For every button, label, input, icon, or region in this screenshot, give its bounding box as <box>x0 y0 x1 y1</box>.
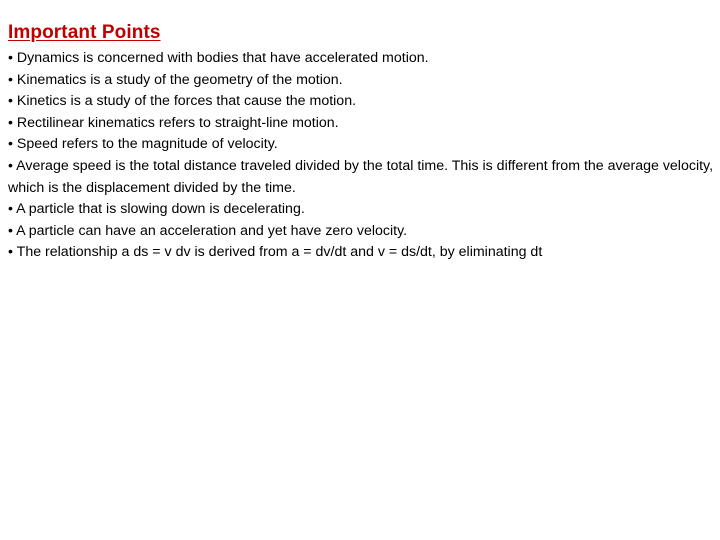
bullet-list <box>8 48 714 264</box>
bullet-point <box>8 113 714 135</box>
bullet-icon: • <box>8 244 13 261</box>
bullet-text: Dynamics is concerned with bodies that have accelerated motion. <box>16 50 429 66</box>
bullet-point <box>8 199 714 221</box>
bullet-icon: • <box>8 93 13 110</box>
bullet-text: A particle that is slowing down is decelerating. <box>16 201 305 218</box>
bullet-icon: • <box>8 71 13 88</box>
bullet-point <box>8 242 714 264</box>
bullet-icon: • <box>8 136 13 153</box>
bullet-text: Kinematics is a study of the geometry of the motion. <box>16 71 343 88</box>
bullet-point <box>8 221 714 243</box>
bullet-point <box>8 48 714 70</box>
bullet-point <box>8 70 714 92</box>
bullet-icon: • <box>8 222 13 239</box>
bullet-icon: • <box>8 157 13 174</box>
bullet-text: A particle can have an acceleration and yet have zero velocity. <box>16 222 408 239</box>
bullet-text: Rectilinear kinematics refers to straight-line motion. <box>16 114 339 131</box>
bullet-point <box>8 134 714 156</box>
bullet-point <box>8 91 714 113</box>
bullet-icon: • <box>8 201 13 218</box>
bullet-point <box>8 156 714 199</box>
bullet-icon: • <box>8 114 13 131</box>
bullet-text: Kinetics is a study of the forces that cause the motion. <box>16 93 357 110</box>
bullet-text: The relationship a ds = v dv is derived from a = dv/dt and v = ds/dt, by eliminating dt <box>16 244 543 261</box>
bullet-text: Average speed is the total distance traveled divided by the total time. This is different from the average velocity, which is the displacement divided by the time. <box>8 157 714 196</box>
bullet-text: Speed refers to the magnitude of velocity. <box>16 136 278 153</box>
slide-title: Important Points <box>8 22 161 43</box>
bullet-icon: • <box>8 50 13 66</box>
